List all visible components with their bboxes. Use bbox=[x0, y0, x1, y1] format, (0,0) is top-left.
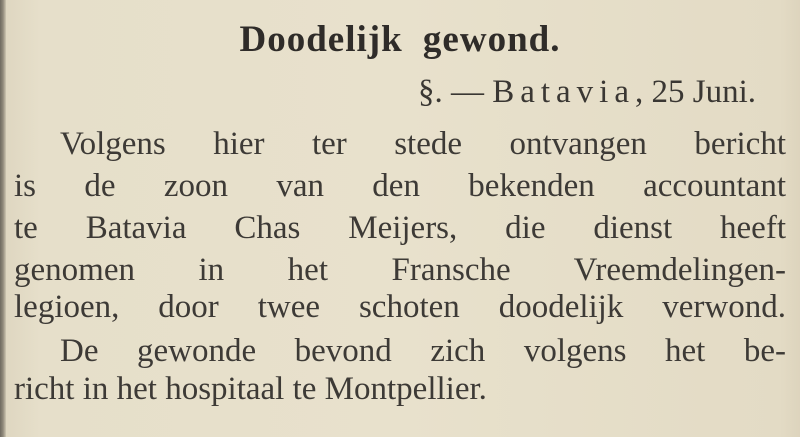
dateline-date: , 25 Juni. bbox=[634, 74, 756, 110]
article-line: Volgens hier ter stede ontvangen bericht bbox=[60, 126, 786, 162]
article-line: is de zoon van den bekenden accountant bbox=[14, 168, 786, 204]
article-headline: Doodelijk gewond. bbox=[239, 19, 561, 60]
article-line: genomen in het Fransche Vreemdelingen- bbox=[14, 252, 786, 288]
article-line: te Batavia Chas Meijers, die dienst heeft bbox=[14, 210, 786, 246]
dateline-place: Batavia bbox=[492, 74, 635, 110]
article-line: De gewonde bevond zich volgens het be- bbox=[60, 333, 786, 369]
article-line: richt in het hospitaal te Montpellier. bbox=[14, 371, 487, 407]
article-dateline bbox=[418, 74, 756, 111]
dateline-prefix: §. — bbox=[417, 74, 493, 110]
article-line: legioen, door twee schoten doodelijk verwond. bbox=[14, 289, 786, 325]
